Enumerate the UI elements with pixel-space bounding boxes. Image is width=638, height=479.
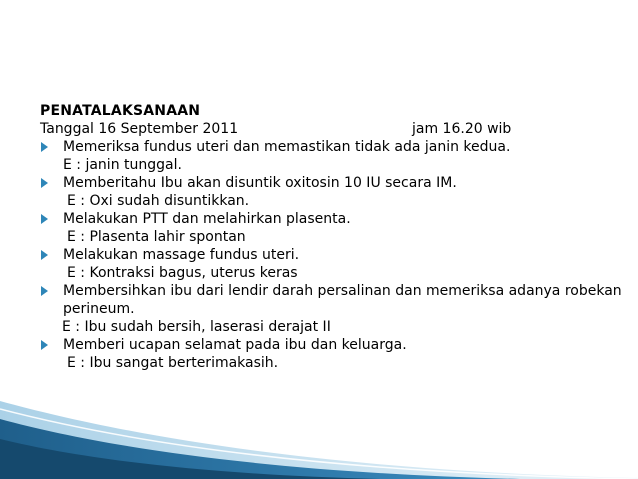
item-action: Memberi ucapan selamat pada ibu dan keluarga.: [63, 337, 407, 353]
item-action: Memberitahu Ibu akan disuntik oxitosin 10 IU secara IM.: [63, 175, 457, 191]
item-action: Melakukan massage fundus uteri.: [63, 247, 300, 263]
slide-content: [40, 102, 630, 372]
list-item: [40, 210, 630, 228]
list-item: [40, 174, 630, 192]
item-action: Melakukan PTT dan melahirkan plasenta.: [63, 211, 351, 227]
date-label: Tanggal 16 September 2011: [40, 121, 239, 137]
bullet-arrow-icon: [41, 142, 48, 152]
item-evaluation: E : Oxi sudah disuntikkan.: [67, 193, 250, 209]
bullet-arrow-icon: [41, 214, 48, 224]
bullet-arrow-icon: [41, 178, 48, 188]
bullet-arrow-icon: [41, 286, 48, 296]
list-item: [40, 138, 630, 156]
item-action: Membersihkan ibu dari lendir darah persalinan dan memeriksa adanya robekan perineum.: [63, 283, 622, 317]
item-evaluation: E : janin tunggal.: [63, 157, 182, 173]
time-label: jam 16.20 wib: [412, 121, 512, 137]
item-evaluation: E : Plasenta lahir spontan: [67, 229, 246, 245]
date-time-line: [40, 120, 630, 138]
item-evaluation: E : Ibu sangat berterimakasih.: [67, 355, 279, 371]
list-item: [40, 246, 630, 264]
item-evaluation: E : Ibu sudah bersih, laserasi derajat II: [62, 319, 331, 335]
slide-decoration-swoosh: [0, 379, 638, 479]
item-action: Memeriksa fundus uteri dan memastikan tidak ada janin kedua.: [63, 139, 511, 155]
bullet-arrow-icon: [41, 340, 48, 350]
list-item: [40, 336, 630, 354]
item-evaluation: E : Kontraksi bagus, uterus keras: [67, 265, 298, 281]
bullet-arrow-icon: [41, 250, 48, 260]
list-item: [40, 282, 630, 318]
section-title: PENATALAKSANAAN: [40, 103, 201, 119]
